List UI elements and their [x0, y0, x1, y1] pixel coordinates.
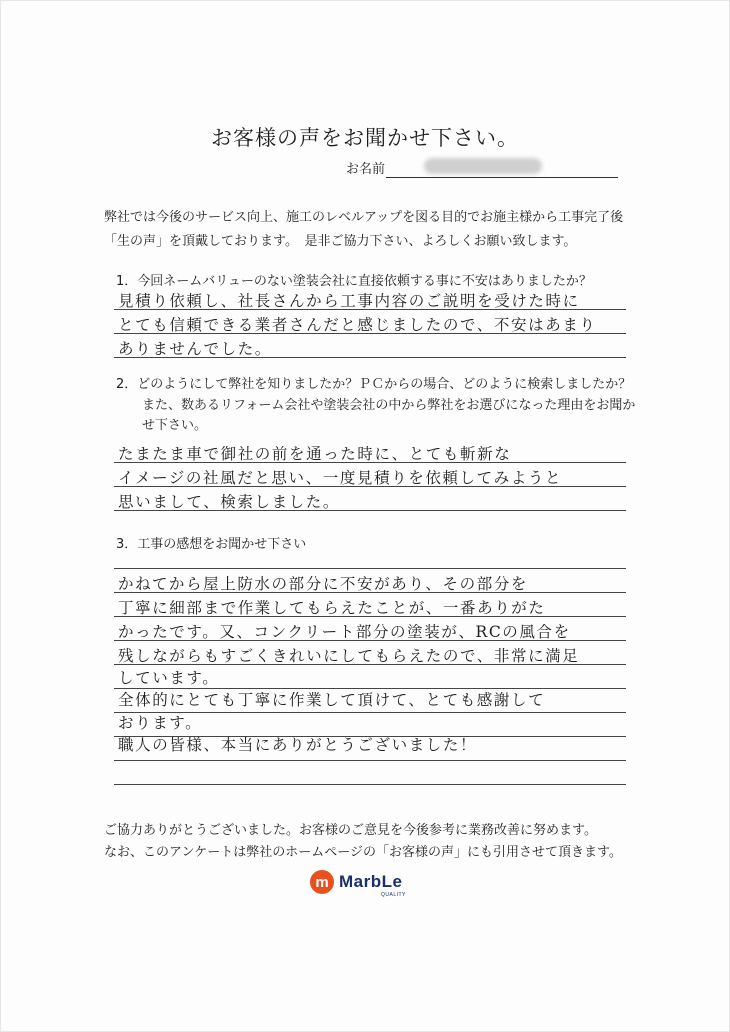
question-2	[116, 375, 636, 437]
intro-line: 弊社では今後のサービス向上、施工のレベルアップを図る目的でお施主様から工事完了後	[104, 210, 624, 225]
closing-line: ご協力ありがとうございました。お客様のご意見を今後参考に業務改善に努めます。	[104, 823, 597, 838]
question-3-text: 3．工事の感想をお聞かせ下さい	[116, 537, 307, 552]
q3-answer-line: 全体的にとても丁寧に作業して頂けて、とても感謝して	[118, 691, 546, 709]
answer-line	[114, 760, 626, 761]
name-label: お名前	[346, 162, 386, 177]
answer-line	[114, 568, 626, 569]
logo-wordmark: MarbLe	[339, 872, 403, 891]
q3-answer-line: 職人の皆様、本当にありがとうございました！	[118, 736, 478, 754]
q3-answer-line: おります。	[118, 714, 203, 732]
q1-answer-line: ありませんでした。	[118, 340, 272, 358]
redacted-name	[424, 158, 542, 174]
question-2-text: せ下さい。	[116, 418, 208, 433]
closing-line: なお、このアンケートは弊社のホームページの「お客様の声」にも引用させて頂きます。	[104, 845, 622, 860]
logo-graphic	[309, 868, 425, 898]
closing-text	[104, 820, 664, 864]
q3-answer-line: しています。	[118, 669, 220, 687]
page-title: お客様の声をお聞かせ下さい。	[211, 126, 519, 150]
q1-answer-line: とても信頼できる業者さんだと感じましたので、不安はあまり	[118, 316, 597, 334]
q2-answer-line: 思いまして、検索しました。	[118, 493, 340, 511]
logo-mark-text: m	[315, 874, 329, 891]
q2-answer-line: たまたま車で御社の前を通った時に、とても斬新な	[118, 445, 512, 463]
question-3	[116, 535, 636, 556]
question-2-text: 2．どのようにして弊社を知りましたか？ＰＣからの場合、どのように検索しましたか？	[116, 377, 632, 392]
question-1-text: 1．今回ネームバリューのない塗装会社に直接依頼する事に不安はありましたか？	[116, 274, 592, 289]
intro-text	[104, 206, 664, 254]
logo-subtext: QUALITY	[381, 892, 406, 898]
question-2-text: また、数あるリフォーム会社や塗装会社の中から弊社をお選びになった理由をお聞か	[116, 397, 636, 413]
q1-answer-line: 見積り依頼し、社長さんから工事内容のご説明を受けた時に	[118, 292, 580, 310]
q3-answer-line: 残しながらもすごくきれいにしてもらえたので、非常に満足	[118, 647, 580, 665]
q2-answer-line: イメージの社風だと思い、一度見積りを依頼してみようと	[118, 469, 563, 487]
name-field	[346, 158, 618, 180]
marble-logo	[309, 868, 425, 898]
name-underline	[386, 177, 618, 178]
q3-answer-line: かねてから屋上防水の部分に不安があり、その部分を	[118, 575, 529, 593]
q3-answer-line: かったです。又、コンクリート部分の塗装が、RCの風合を	[118, 623, 571, 641]
answer-line	[114, 784, 626, 785]
q3-answer-line: 丁寧に細部まで作業してもらえたことが、一番ありがた	[118, 599, 546, 617]
intro-line: 「生の声」を頂戴しております。 是非ご協力下さい、よろしくお願い致します。	[104, 234, 577, 249]
